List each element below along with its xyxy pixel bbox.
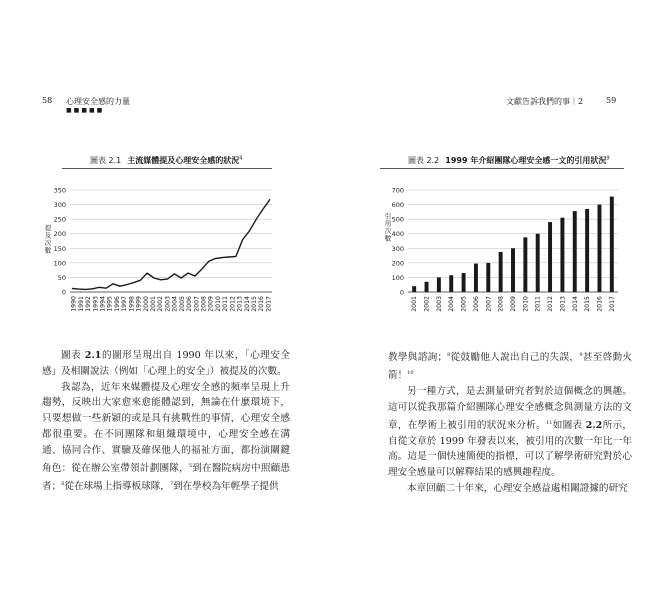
text-run: 我認為，近年來媒體提及心理安全感的頻率呈現上升趨勢，反映出大家愈來愈能體認到，無論在什麼環境下，只要想做一些新穎的或是具有挑戰性的事情，心理安全感都很重要。在不同團隊和組織環境中，心理安全感在溝通、協同合作、實驗及確保他人的福祉方面，都扮演關鍵角色：從在辦公室帶領計劃團隊，: [42, 381, 290, 474]
y-tick-label: 500: [391, 215, 404, 224]
x-tick-label: 2014: [243, 296, 251, 312]
y-tick-label: 300: [53, 201, 66, 210]
text-run: 另一種方式，是去測量研究者對於這個概念的興趣。這可以從我那篇介紹團隊心理安全感概念與測量方法的文章，在學術上被引用的狀況來分析。: [388, 385, 632, 431]
text-run: 圖表: [61, 350, 85, 361]
y-axis-label-char: 用: [384, 219, 392, 228]
x-tick-label: 2009: [207, 296, 215, 312]
x-tick-label: 2002: [157, 296, 165, 312]
text-run: 教學與諮詢；: [388, 352, 448, 364]
x-tick-label: 2014: [571, 296, 579, 312]
endnote-marker: 10: [407, 369, 414, 376]
text-run: 從在球場上指導板球隊，: [64, 480, 170, 492]
x-tick-label: 2012: [229, 296, 237, 312]
bar: [597, 205, 601, 292]
endnote-marker: 9: [579, 352, 583, 358]
figure-title: 1999 年介紹團隊心理安全感一文的引用狀況: [445, 156, 607, 165]
paragraph: [42, 380, 290, 495]
x-tick-label: 2010: [214, 296, 222, 312]
x-tick-label: 1994: [99, 296, 107, 312]
x-tick-label: 2015: [584, 296, 592, 312]
running-title: 心理安全感的力量: [66, 97, 130, 106]
y-axis-label-char: 數: [44, 246, 52, 255]
x-tick-label: 2003: [435, 296, 443, 312]
figure-reference: 2.2: [585, 419, 603, 431]
figure-caption: [90, 155, 242, 166]
x-tick-label: 1999: [135, 296, 143, 312]
text-run: 到在醫院病房中照顧患者；: [42, 462, 291, 492]
figure-label: 圖表 2.2: [408, 156, 440, 165]
figure-note: 4: [239, 155, 243, 162]
body-text: [42, 348, 290, 495]
y-axis-label-char: 數: [384, 234, 392, 243]
series-line: [72, 199, 270, 289]
media-mentions-line-chart: [0, 182, 327, 332]
bar: [536, 234, 540, 292]
endnote-marker: 7: [169, 480, 174, 487]
paragraph: [388, 384, 632, 481]
x-tick-label: 2008: [497, 296, 505, 312]
x-tick-label: 2000: [142, 296, 150, 312]
caption-rule: [62, 168, 272, 169]
y-tick-label: 200: [53, 230, 66, 239]
endnote-marker: 5: [188, 462, 193, 469]
y-tick-label: 100: [53, 259, 66, 268]
figure-note: 9: [606, 155, 610, 162]
x-tick-label: 2009: [510, 296, 517, 312]
x-tick-label: 2005: [178, 296, 186, 312]
x-tick-label: 2017: [265, 296, 273, 312]
x-tick-label: 1998: [128, 296, 136, 312]
x-tick-label: 2007: [485, 296, 493, 312]
x-tick-label: 2017: [608, 296, 616, 312]
paragraph: [388, 348, 632, 384]
text-run: 所示，自從文章於 1999 年發表以來，被引用的次數一年比一年高。這是一個快速簡便的指標，可以了解學術研究對於心理安全感量可以解釋結果的感興趣程度。: [388, 419, 632, 479]
bar: [462, 273, 466, 292]
y-axis-label-char: 及: [44, 231, 52, 240]
y-axis-label-char: 提: [44, 224, 52, 232]
right-page: [328, 0, 655, 609]
left-page: [0, 0, 327, 609]
y-tick-label: 100: [391, 273, 404, 282]
bar: [486, 263, 490, 292]
endnote-marker: 8: [447, 352, 451, 358]
x-tick-label: 2013: [559, 296, 567, 312]
body-text: [388, 348, 632, 497]
bar: [474, 264, 478, 292]
x-tick-label: 2001: [411, 296, 419, 312]
page-number: 59: [606, 96, 617, 105]
y-tick-label: 50: [57, 273, 66, 282]
x-tick-label: 2012: [547, 296, 555, 312]
x-tick-label: 2003: [164, 296, 172, 312]
x-tick-label: 1992: [85, 296, 93, 312]
text-run: 到在學校為年輕學子提供: [173, 480, 279, 492]
x-tick-label: 2010: [522, 296, 530, 312]
x-tick-label: 1995: [106, 296, 114, 312]
text-run: 從鼓勵他人說出自己的失誤，: [450, 352, 580, 364]
bar: [548, 222, 552, 292]
x-tick-label: 2006: [186, 296, 194, 312]
x-tick-label: 2015: [250, 296, 258, 312]
x-tick-label: 1991: [77, 296, 85, 312]
y-tick-label: 700: [391, 186, 404, 195]
title-ornament: ■■■■■: [66, 107, 105, 114]
bar: [412, 286, 416, 292]
y-tick-label: 150: [53, 244, 66, 253]
text-run: 甚至啓動火箭！: [388, 352, 633, 382]
paragraph: [42, 348, 290, 380]
text-run: 本章回顧二十年來，心理安全感益處相關證據的研究: [407, 482, 628, 494]
x-tick-label: 2006: [472, 296, 480, 312]
x-tick-label: 1993: [92, 296, 100, 312]
figure-label: 圖表 2.1: [90, 156, 122, 165]
text-run: 如圖表: [552, 419, 586, 431]
bar: [437, 277, 441, 292]
y-tick-label: 300: [391, 244, 404, 253]
page-number: 58: [42, 96, 53, 105]
x-tick-label: 2008: [200, 296, 208, 312]
citations-bar-chart: [328, 182, 655, 332]
x-tick-label: 1990: [70, 296, 78, 312]
x-tick-label: 2016: [258, 296, 266, 312]
figure-reference: 2.1: [84, 350, 102, 361]
bar: [523, 237, 527, 292]
figure-caption: [408, 155, 610, 166]
figure-title: 主流媒體提及心理安全感的狀況: [127, 156, 240, 165]
x-tick-label: 2004: [448, 296, 456, 312]
bar: [573, 211, 577, 292]
bar: [610, 197, 614, 292]
endnote-marker: 11: [546, 419, 553, 426]
x-tick-label: 2007: [193, 296, 201, 312]
x-tick-label: 2016: [596, 296, 604, 312]
y-tick-label: 0: [399, 288, 404, 297]
x-tick-label: 1996: [113, 296, 121, 312]
y-axis-label-char: 次: [384, 227, 392, 235]
y-tick-label: 0: [61, 288, 66, 297]
endnote-marker: 6: [61, 480, 65, 487]
y-tick-label: 250: [53, 215, 66, 224]
y-axis-label-char: 次: [44, 239, 52, 247]
x-tick-label: 2013: [236, 296, 244, 312]
x-tick-label: 2011: [222, 296, 230, 312]
y-tick-label: 350: [53, 186, 66, 195]
paragraph: [388, 481, 632, 497]
y-axis-label-char: 引: [384, 212, 392, 220]
x-tick-label: 2002: [423, 296, 431, 312]
y-tick-label: 200: [391, 259, 404, 268]
bar: [425, 282, 429, 292]
running-title: 文獻告訴我們的事｜2: [506, 97, 584, 106]
text-run: 的圖形呈現出自 1990 年以來，「心理安全感」及相關說法（例如「心理上的安全」）被提及的次數。: [42, 350, 290, 377]
y-tick-label: 600: [391, 201, 404, 210]
x-tick-label: 2005: [460, 296, 468, 312]
x-tick-label: 2004: [171, 296, 179, 312]
x-tick-label: 2001: [149, 296, 157, 312]
x-tick-label: 2011: [534, 296, 542, 312]
x-tick-label: 1997: [121, 296, 129, 312]
bar: [585, 209, 589, 292]
bar: [499, 252, 503, 292]
y-tick-label: 400: [391, 230, 404, 239]
bar: [449, 275, 453, 292]
bar: [560, 218, 564, 292]
caption-rule: [380, 168, 624, 169]
bar: [511, 248, 515, 292]
